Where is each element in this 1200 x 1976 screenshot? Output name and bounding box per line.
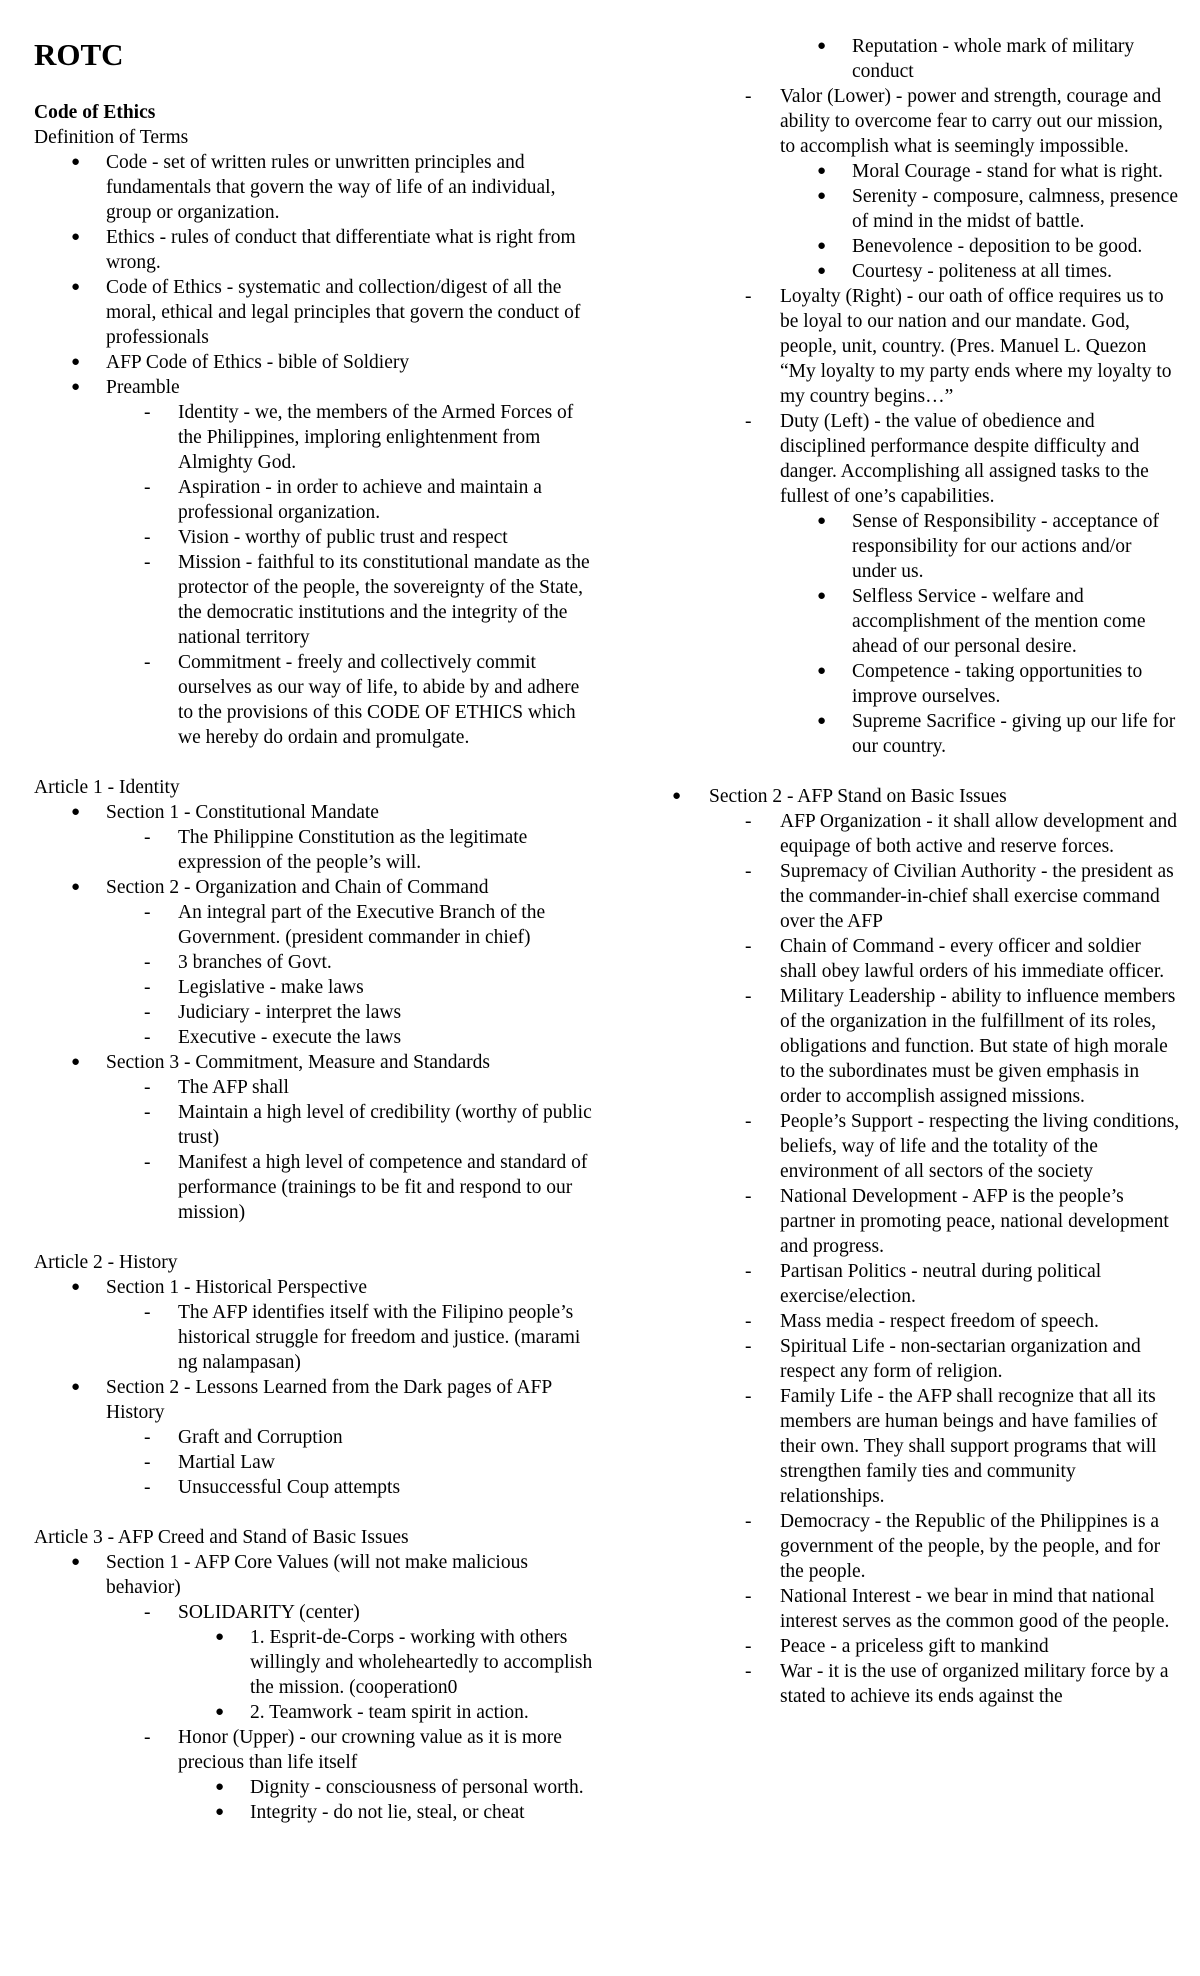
dash-icon: -: [144, 977, 151, 998]
list-item: ● Integrity - do not lie, steal, or cheat: [215, 1802, 525, 1823]
list-item: ● Serenity - composure, calmness, presence of mind in the midst of battle.: [817, 186, 1178, 232]
dash-icon: -: [745, 811, 752, 832]
bullet-icon: ●: [215, 1779, 225, 1795]
bullet-icon: ●: [215, 1629, 225, 1645]
dash-icon: -: [745, 1661, 752, 1682]
bullet-icon: ●: [71, 354, 81, 370]
list-item: - National Interest - we bear in mind that national interest serves as the common good of the people.: [745, 1586, 1170, 1632]
dash-icon: -: [144, 477, 151, 498]
bullet-icon: ●: [71, 154, 81, 170]
list-item: - SOLIDARITY (center): [144, 1602, 360, 1623]
list-item: - AFP Organization - it shall allow development and equipage of both active and reserve forces.: [745, 811, 1177, 857]
section-item: ● Section 1 - Constitutional Mandate: [71, 802, 379, 823]
right-column: [660, 34, 1180, 1709]
definition-list: [34, 150, 594, 750]
list-item: - Military Leadership - ability to influence members of the organization in the fulfillment of its roles, obligations and function. But state of high morale to the subordinates must be given emphasis in order to accomplish assigned missions.: [745, 986, 1176, 1107]
dash-icon: -: [144, 1477, 151, 1498]
bullet-icon: ●: [71, 879, 81, 895]
dash-icon: -: [144, 552, 151, 573]
list-item: ● Dignity - consciousness of personal worth.: [215, 1777, 584, 1798]
section-item: ● Section 1 - AFP Core Values (will not make malicious behavior): [71, 1552, 528, 1598]
article-1-list: [34, 800, 594, 1225]
bullet-icon: ●: [71, 279, 81, 295]
bullet-icon: ●: [817, 513, 827, 529]
dash-icon: -: [745, 86, 752, 107]
article-2-heading: Article 2 - History: [34, 1252, 178, 1273]
list-item: - Executive - execute the laws: [144, 1027, 402, 1048]
list-item: - The AFP shall: [144, 1077, 289, 1098]
dash-icon: -: [144, 1152, 151, 1173]
section-item: ● Section 2 - Organization and Chain of Command: [71, 877, 489, 898]
page-title: ROTC: [34, 37, 124, 72]
list-item: - The Philippine Constitution as the legitimate expression of the people’s will.: [144, 827, 528, 873]
list-item: ● Benevolence - deposition to be good.: [817, 236, 1143, 257]
article-2-list: [34, 1275, 594, 1500]
list-item: - Legislative - make laws: [144, 977, 364, 998]
dash-icon: -: [745, 1586, 752, 1607]
dash-icon: -: [144, 827, 151, 848]
list-item: - Family Life - the AFP shall recognize that all its members are human beings and have families of their own. They shall support programs that will strengthen family ties and community relationships.: [745, 1386, 1158, 1507]
list-item: ● Sense of Responsibility - acceptance of responsibility for our actions and/or under us.: [817, 511, 1160, 582]
list-item: - Chain of Command - every officer and soldier shall obey lawful orders of his immediate officer.: [745, 936, 1165, 982]
list-item: - Identity - we, the members of the Armed Forces of the Philippines, imploring enlightenment from Almighty God.: [144, 402, 574, 473]
list-item: - Manifest a high level of competence and standard of performance (trainings to be fit and respond to our mission): [144, 1152, 588, 1223]
list-item: - Unsuccessful Coup attempts: [144, 1477, 401, 1498]
list-item: - Aspiration - in order to achieve and maintain a professional organization.: [144, 477, 542, 523]
dash-icon: -: [745, 986, 752, 1007]
dash-icon: -: [745, 1261, 752, 1282]
list-item: - 3 branches of Govt.: [144, 952, 332, 973]
list-item: ● Code of Ethics - systematic and collection/digest of all the moral, ethical and legal principles that govern the conduct of professionals: [71, 277, 581, 348]
definition-of-terms-subheading: Definition of Terms: [34, 127, 189, 148]
section-item: ● Section 3 - Commitment, Measure and Standards: [71, 1052, 490, 1073]
left-column: [34, 0, 594, 1825]
bullet-icon: ●: [71, 1554, 81, 1570]
bullet-icon: ●: [817, 263, 827, 279]
list-item: - An integral part of the Executive Branch of the Government. (president commander in chief): [144, 902, 546, 948]
list-item: - Loyalty (Right) - our oath of office requires us to be loyal to our nation and our mandate. God, people, unit, country. (Pres. Manuel L. Quezon “My loyalty to my party ends where my loyalty to my country begins…”: [745, 286, 1172, 407]
dash-icon: -: [144, 1302, 151, 1323]
section-item: ● Section 1 - Historical Perspective: [71, 1277, 368, 1298]
dash-icon: -: [144, 527, 151, 548]
list-item: - National Development - AFP is the people’s partner in promoting peace, national development and progress.: [745, 1186, 1169, 1257]
dash-icon: -: [144, 402, 151, 423]
dash-icon: -: [745, 1311, 752, 1332]
list-item: ● Ethics - rules of conduct that differentiate what is right from wrong.: [71, 227, 576, 273]
article-3-continued-list: [660, 34, 1180, 759]
section-item: ● Section 2 - AFP Stand on Basic Issues: [672, 786, 1007, 807]
list-item: ● Code - set of written rules or unwritten principles and fundamentals that govern the way of life of an individual, group or organization.: [71, 152, 556, 223]
list-item: ● Competence - taking opportunities to improve ourselves.: [817, 661, 1143, 707]
dash-icon: -: [745, 1111, 752, 1132]
dash-icon: -: [745, 1511, 752, 1532]
bullet-icon: ●: [71, 1279, 81, 1295]
article-3-heading: Article 3 - AFP Creed and Stand of Basic Issues: [34, 1527, 409, 1548]
dash-icon: -: [745, 936, 752, 957]
list-item: ● Courtesy - politeness at all times.: [817, 261, 1112, 282]
list-item: - Judiciary - interpret the laws: [144, 1002, 402, 1023]
bullet-icon: ●: [71, 229, 81, 245]
dash-icon: -: [144, 1002, 151, 1023]
dash-icon: -: [745, 1636, 752, 1657]
bullet-icon: ●: [817, 663, 827, 679]
list-item: - Mass media - respect freedom of speech.: [745, 1311, 1099, 1332]
dash-icon: -: [745, 1336, 752, 1357]
section-2-list: [660, 784, 1180, 1709]
list-item: - Duty (Left) - the value of obedience and disciplined performance despite difficulty and danger. Accomplishing all assigned tasks to the fullest of one’s capabilities.: [745, 411, 1149, 507]
list-item: ● Preamble: [71, 377, 180, 398]
bullet-icon: ●: [672, 788, 682, 804]
list-item: - Mission - faithful to its constitutional mandate as the protector of the people, the sovereignty of the State, the democratic institutions and the integrity of the national territory: [144, 552, 590, 648]
bullet-icon: ●: [71, 1054, 81, 1070]
list-item: ● Moral Courage - stand for what is right.: [817, 161, 1163, 182]
bullet-icon: ●: [817, 238, 827, 254]
bullet-icon: ●: [817, 188, 827, 204]
bullet-icon: ●: [71, 1379, 81, 1395]
dash-icon: -: [144, 1452, 151, 1473]
dash-icon: -: [144, 1727, 151, 1748]
dash-icon: -: [745, 1186, 752, 1207]
bullet-icon: ●: [215, 1804, 225, 1820]
list-item: - Maintain a high level of credibility (worthy of public trust): [144, 1102, 592, 1148]
list-item: ● Supreme Sacrifice - giving up our life for our country.: [817, 711, 1176, 757]
list-item: - Commitment - freely and collectively commit ourselves as our way of life, to abide by and adhere to the provisions of this CODE OF ETHICS which we hereby do ordain and promulgate.: [144, 652, 580, 748]
dash-icon: -: [144, 652, 151, 673]
dash-icon: -: [144, 1077, 151, 1098]
list-item: - Martial Law: [144, 1452, 275, 1473]
dash-icon: -: [745, 286, 752, 307]
dash-icon: -: [144, 1102, 151, 1123]
list-item: - Graft and Corruption: [144, 1427, 343, 1448]
list-item: ● Reputation - whole mark of military conduct: [817, 36, 1135, 82]
bullet-icon: ●: [215, 1704, 225, 1720]
dash-icon: -: [144, 1602, 151, 1623]
list-item: - War - it is the use of organized military force by a stated to achieve its ends against the: [745, 1661, 1169, 1707]
article-3-list: [34, 1550, 594, 1825]
list-item: ● AFP Code of Ethics - bible of Soldiery: [71, 352, 410, 373]
list-item: - Honor (Upper) - our crowning value as it is more precious than life itself: [144, 1727, 562, 1773]
article-1-heading: Article 1 - Identity: [34, 777, 180, 798]
dash-icon: -: [144, 1027, 151, 1048]
dash-icon: -: [144, 952, 151, 973]
list-item: ● 2. Teamwork - team spirit in action.: [215, 1702, 529, 1723]
dash-icon: -: [745, 861, 752, 882]
list-item: - Peace - a priceless gift to mankind: [745, 1636, 1049, 1657]
list-item: - Democracy - the Republic of the Philippines is a government of the people, by the people, and for the people.: [745, 1511, 1161, 1582]
list-item: - Valor (Lower) - power and strength, courage and ability to overcome fear to carry out our mission, to accomplish what is seemingly impossible.: [745, 86, 1163, 157]
dash-icon: -: [144, 1427, 151, 1448]
list-item: - The AFP identifies itself with the Filipino people’s historical struggle for freedom and justice. (marami ng nalampasan): [144, 1302, 581, 1373]
bullet-icon: ●: [817, 163, 827, 179]
list-item: - Partisan Politics - neutral during political exercise/election.: [745, 1261, 1102, 1307]
list-item: - Supremacy of Civilian Authority - the president as the commander-in-chief shall exercise command over the AFP: [745, 861, 1174, 932]
bullet-icon: ●: [71, 379, 81, 395]
bullet-icon: ●: [71, 804, 81, 820]
dash-icon: -: [745, 411, 752, 432]
list-item: ● Selfless Service - welfare and accomplishment of the mention come ahead of our personal desire.: [817, 586, 1146, 657]
code-of-ethics-heading: Code of Ethics: [34, 102, 156, 123]
section-item: ● Section 2 - Lessons Learned from the Dark pages of AFP History: [71, 1377, 552, 1423]
dash-icon: -: [745, 1386, 752, 1407]
list-item: - Spiritual Life - non-sectarian organization and respect any form of religion.: [745, 1336, 1141, 1382]
bullet-icon: ●: [817, 588, 827, 604]
list-item: ● 1. Esprit-de-Corps - working with others willingly and wholeheartedly to accomplish the mission. (cooperation0: [215, 1627, 593, 1698]
bullet-icon: ●: [817, 38, 827, 54]
list-item: - Vision - worthy of public trust and respect: [144, 527, 508, 548]
bullet-icon: ●: [817, 713, 827, 729]
list-item: - People’s Support - respecting the living conditions, beliefs, way of life and the totality of the environment of all sectors of the society: [745, 1111, 1180, 1182]
dash-icon: -: [144, 902, 151, 923]
